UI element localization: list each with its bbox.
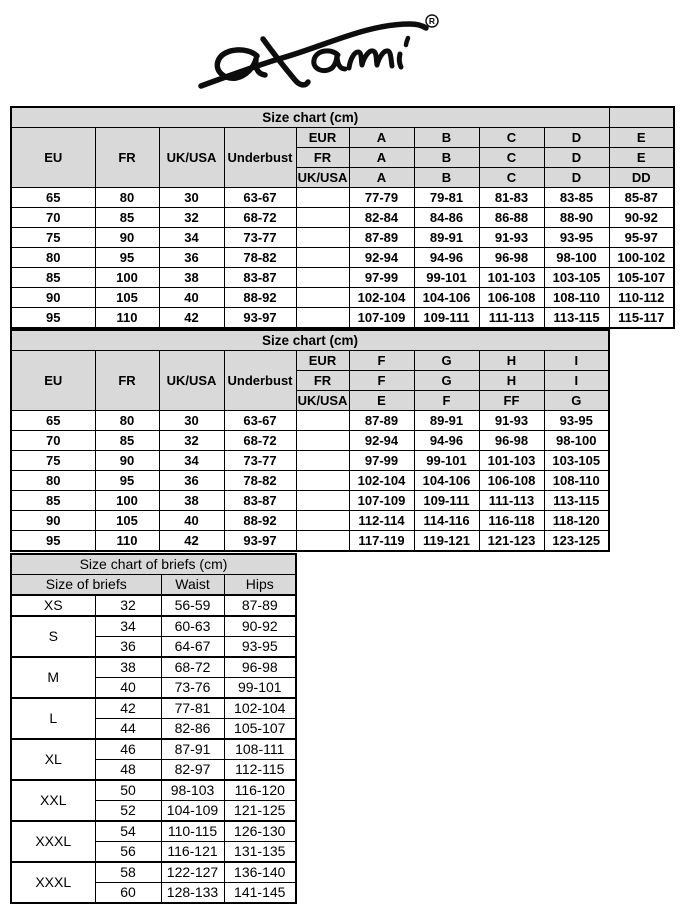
fr-size-cell: 110	[95, 308, 159, 329]
underbust-cell: 78-82	[224, 248, 296, 268]
cup-size-header: C	[479, 128, 544, 148]
uk-usa-size-cell: 34	[159, 451, 224, 471]
uk-usa-size-cell: 42	[159, 531, 224, 552]
waist-range-cell: 98-103	[161, 780, 224, 801]
cup-size-header: D	[544, 148, 609, 168]
spacer-cell	[296, 491, 349, 511]
fr-size-cell: 95	[95, 248, 159, 268]
number-size-cell: 52	[95, 801, 161, 822]
column-header: FR	[95, 128, 159, 188]
number-size-cell: 34	[95, 616, 161, 637]
briefs-size-label: XXXL	[11, 821, 95, 862]
waist-range-cell: 122-127	[161, 862, 224, 883]
uk-usa-size-cell: 30	[159, 188, 224, 208]
waist-range-cell: 87-91	[161, 739, 224, 760]
empty-header-cell	[609, 107, 674, 128]
size-row	[11, 531, 609, 552]
cup-header-row	[11, 351, 609, 371]
cup-size-header: E	[609, 148, 674, 168]
region-label: UK/USA	[296, 168, 349, 188]
table-title: Size chart (cm)	[11, 330, 609, 351]
cup-size-header: E	[609, 128, 674, 148]
bust-range-cell: 91-93	[479, 411, 544, 431]
waist-range-cell: 56-59	[161, 595, 224, 616]
number-size-cell: 56	[95, 842, 161, 863]
briefs-size-label: M	[11, 657, 95, 698]
waist-range-cell: 116-121	[161, 842, 224, 863]
bust-range-cell: 118-120	[544, 511, 609, 531]
hips-range-cell: 141-145	[224, 883, 296, 904]
bust-range-cell: 103-105	[544, 451, 609, 471]
fr-size-cell: 105	[95, 288, 159, 308]
table-title-row	[11, 107, 674, 128]
briefs-size-row	[11, 595, 296, 616]
hips-range-cell: 112-115	[224, 760, 296, 781]
bust-range-cell: 113-115	[544, 491, 609, 511]
cup-size-header: G	[414, 351, 479, 371]
bust-range-cell: 108-110	[544, 471, 609, 491]
fr-size-cell: 95	[95, 471, 159, 491]
hips-range-cell: 121-125	[224, 801, 296, 822]
spacer-cell	[296, 288, 349, 308]
eu-size-cell: 75	[11, 228, 95, 248]
size-row	[11, 208, 674, 228]
bust-range-cell: 79-81	[414, 188, 479, 208]
fr-size-cell: 105	[95, 511, 159, 531]
bust-range-cell: 104-106	[414, 288, 479, 308]
underbust-cell: 73-77	[224, 228, 296, 248]
region-label: FR	[296, 148, 349, 168]
waist-range-cell: 60-63	[161, 616, 224, 637]
region-label: EUR	[296, 128, 349, 148]
bust-range-cell: 91-93	[479, 228, 544, 248]
underbust-cell: 93-97	[224, 308, 296, 329]
cup-size-header: FF	[479, 391, 544, 411]
underbust-cell: 88-92	[224, 511, 296, 531]
bust-range-cell: 96-98	[479, 431, 544, 451]
fr-size-cell: 80	[95, 411, 159, 431]
size-row	[11, 431, 609, 451]
hips-range-cell: 131-135	[224, 842, 296, 863]
spacer-cell	[296, 411, 349, 431]
underbust-cell: 68-72	[224, 431, 296, 451]
hips-range-cell: 96-98	[224, 657, 296, 678]
eu-size-cell: 65	[11, 188, 95, 208]
underbust-cell: 83-87	[224, 268, 296, 288]
uk-usa-size-cell: 30	[159, 411, 224, 431]
hips-range-cell: 87-89	[224, 595, 296, 616]
fr-size-cell: 100	[95, 491, 159, 511]
bust-range-cell: 77-79	[349, 188, 414, 208]
hips-range-cell: 126-130	[224, 821, 296, 842]
underbust-cell: 63-67	[224, 411, 296, 431]
briefs-size-row	[11, 698, 296, 719]
bust-range-cell: 88-90	[544, 208, 609, 228]
number-size-cell: 36	[95, 637, 161, 658]
hips-range-cell: 108-111	[224, 739, 296, 760]
cup-size-header: A	[349, 168, 414, 188]
number-size-cell: 60	[95, 883, 161, 904]
briefs-size-row	[11, 657, 296, 678]
eu-size-cell: 65	[11, 411, 95, 431]
bust-range-cell: 99-101	[414, 268, 479, 288]
number-size-cell: 54	[95, 821, 161, 842]
cup-size-header: C	[479, 148, 544, 168]
cup-header-row	[11, 128, 674, 148]
waist-range-cell: 110-115	[161, 821, 224, 842]
size-row	[11, 248, 674, 268]
eu-size-cell: 95	[11, 308, 95, 329]
bust-range-cell: 98-100	[544, 248, 609, 268]
size-row	[11, 411, 609, 431]
number-size-cell: 48	[95, 760, 161, 781]
waist-range-cell: 77-81	[161, 698, 224, 719]
cup-size-header: D	[544, 128, 609, 148]
bust-range-cell: 108-110	[544, 288, 609, 308]
bust-range-cell: 116-118	[479, 511, 544, 531]
hips-header: Hips	[224, 575, 296, 596]
bust-range-cell: 119-121	[414, 531, 479, 552]
briefs-size-row	[11, 780, 296, 801]
bust-range-cell: 92-94	[349, 248, 414, 268]
axami-logo	[185, 8, 445, 100]
column-header: EU	[11, 128, 95, 188]
cup-size-header: B	[414, 148, 479, 168]
column-header: FR	[95, 351, 159, 411]
eu-size-cell: 90	[11, 511, 95, 531]
size-row	[11, 188, 674, 208]
bust-range-cell: 102-104	[349, 288, 414, 308]
bust-range-cell: 86-88	[479, 208, 544, 228]
number-size-cell: 50	[95, 780, 161, 801]
size-row	[11, 471, 609, 491]
underbust-cell: 63-67	[224, 188, 296, 208]
hips-range-cell: 99-101	[224, 678, 296, 699]
cup-size-header: A	[349, 128, 414, 148]
table-title: Size chart (cm)	[11, 107, 609, 128]
bust-range-cell: 112-114	[349, 511, 414, 531]
bust-range-cell: 94-96	[414, 431, 479, 451]
spacer-cell	[296, 451, 349, 471]
underbust-cell: 73-77	[224, 451, 296, 471]
bust-range-cell: 90-92	[609, 208, 674, 228]
table-title: Size chart of briefs (cm)	[11, 554, 296, 575]
uk-usa-size-cell: 36	[159, 471, 224, 491]
bust-range-cell: 101-103	[479, 451, 544, 471]
table-title-row	[11, 330, 609, 351]
size-of-briefs-header: Size of briefs	[11, 575, 161, 596]
waist-range-cell: 73-76	[161, 678, 224, 699]
spacer-cell	[296, 471, 349, 491]
cup-size-header: B	[414, 128, 479, 148]
axami-logo-drawing	[185, 8, 445, 100]
uk-usa-size-cell: 36	[159, 248, 224, 268]
bust-range-cell: 87-89	[349, 228, 414, 248]
uk-usa-size-cell: 40	[159, 511, 224, 531]
uk-usa-size-cell: 32	[159, 431, 224, 451]
region-label: FR	[296, 371, 349, 391]
cup-size-header: H	[479, 351, 544, 371]
cup-size-header: F	[349, 351, 414, 371]
eu-size-cell: 85	[11, 491, 95, 511]
region-label: UK/USA	[296, 391, 349, 411]
bust-range-cell: 101-103	[479, 268, 544, 288]
cup-size-header: G	[544, 391, 609, 411]
uk-usa-size-cell: 38	[159, 268, 224, 288]
eu-size-cell: 70	[11, 208, 95, 228]
registered-text	[185, 100, 186, 101]
briefs-size-label: XXL	[11, 780, 95, 821]
number-size-cell: 44	[95, 719, 161, 740]
hips-range-cell: 136-140	[224, 862, 296, 883]
bust-range-cell: 111-113	[479, 308, 544, 329]
bust-range-cell: 103-105	[544, 268, 609, 288]
bust-range-cell: 94-96	[414, 248, 479, 268]
briefs-size-label: XL	[11, 739, 95, 780]
cup-size-header: I	[544, 371, 609, 391]
number-size-cell: 42	[95, 698, 161, 719]
hips-range-cell: 102-104	[224, 698, 296, 719]
number-size-cell: 40	[95, 678, 161, 699]
fr-size-cell: 110	[95, 531, 159, 552]
cup-size-header: F	[414, 391, 479, 411]
bust-range-cell: 89-91	[414, 411, 479, 431]
number-size-cell: 58	[95, 862, 161, 883]
bust-range-cell: 97-99	[349, 451, 414, 471]
briefs-size-row	[11, 616, 296, 637]
cup-size-header: B	[414, 168, 479, 188]
spacer-cell	[296, 248, 349, 268]
bust-range-cell: 92-94	[349, 431, 414, 451]
bust-range-cell: 89-91	[414, 228, 479, 248]
hips-range-cell: 116-120	[224, 780, 296, 801]
hips-range-cell: 90-92	[224, 616, 296, 637]
spacer-cell	[296, 431, 349, 451]
number-size-cell: 32	[95, 595, 161, 616]
size-row	[11, 228, 674, 248]
spacer-cell	[296, 228, 349, 248]
bust-range-cell: 81-83	[479, 188, 544, 208]
bust-range-cell: 109-111	[414, 491, 479, 511]
briefs-size-row	[11, 862, 296, 883]
uk-usa-size-cell: 38	[159, 491, 224, 511]
bust-range-cell: 95-97	[609, 228, 674, 248]
spacer-cell	[296, 208, 349, 228]
bust-range-cell: 121-123	[479, 531, 544, 552]
spacer-cell	[296, 268, 349, 288]
briefs-size-label: L	[11, 698, 95, 739]
fr-size-cell: 80	[95, 188, 159, 208]
bust-range-cell: 96-98	[479, 248, 544, 268]
bust-range-cell: 97-99	[349, 268, 414, 288]
cup-size-header: G	[414, 371, 479, 391]
bust-range-cell: 109-111	[414, 308, 479, 329]
spacer-cell	[296, 308, 349, 329]
eu-size-cell: 75	[11, 451, 95, 471]
cup-size-header: F	[349, 371, 414, 391]
bust-range-cell: 100-102	[609, 248, 674, 268]
spacer-cell	[296, 188, 349, 208]
waist-range-cell: 128-133	[161, 883, 224, 904]
bust-range-cell: 98-100	[544, 431, 609, 451]
bust-range-cell: 113-115	[544, 308, 609, 329]
fr-size-cell: 90	[95, 451, 159, 471]
briefs-size-chart	[10, 553, 297, 904]
waist-range-cell: 68-72	[161, 657, 224, 678]
fr-size-cell: 90	[95, 228, 159, 248]
spacer-cell	[296, 511, 349, 531]
bust-range-cell: 110-112	[609, 288, 674, 308]
number-size-cell: 38	[95, 657, 161, 678]
size-row	[11, 308, 674, 329]
fr-size-cell: 85	[95, 431, 159, 451]
bust-range-cell: 117-119	[349, 531, 414, 552]
waist-range-cell: 82-86	[161, 719, 224, 740]
size-row	[11, 491, 609, 511]
hips-range-cell: 93-95	[224, 637, 296, 658]
bust-range-cell: 82-84	[349, 208, 414, 228]
bust-range-cell: 115-117	[609, 308, 674, 329]
briefs-size-label: XS	[11, 595, 95, 616]
column-header: Underbust	[224, 351, 296, 411]
waist-range-cell: 64-67	[161, 637, 224, 658]
bust-range-cell: 111-113	[479, 491, 544, 511]
bust-range-cell: 106-108	[479, 288, 544, 308]
hips-range-cell: 105-107	[224, 719, 296, 740]
region-label: EUR	[296, 351, 349, 371]
eu-size-cell: 80	[11, 248, 95, 268]
bust-range-cell: 114-116	[414, 511, 479, 531]
size-row	[11, 268, 674, 288]
underbust-cell: 83-87	[224, 491, 296, 511]
fr-size-cell: 85	[95, 208, 159, 228]
eu-size-cell: 70	[11, 431, 95, 451]
uk-usa-size-cell: 32	[159, 208, 224, 228]
header-row	[11, 575, 296, 596]
bust-range-cell: 93-95	[544, 411, 609, 431]
bust-range-cell: 107-109	[349, 491, 414, 511]
column-header: UK/USA	[159, 128, 224, 188]
eu-size-cell: 90	[11, 288, 95, 308]
bust-range-cell: 84-86	[414, 208, 479, 228]
column-header: EU	[11, 351, 95, 411]
column-header: Underbust	[224, 128, 296, 188]
fr-size-cell: 100	[95, 268, 159, 288]
eu-size-cell: 85	[11, 268, 95, 288]
cup-size-header: C	[479, 168, 544, 188]
underbust-cell: 93-97	[224, 531, 296, 552]
briefs-size-label: XXXL	[11, 862, 95, 903]
cup-size-header: A	[349, 148, 414, 168]
spacer-cell	[296, 531, 349, 552]
bust-range-cell: 87-89	[349, 411, 414, 431]
column-header: UK/USA	[159, 351, 224, 411]
number-size-cell: 46	[95, 739, 161, 760]
size-row	[11, 288, 674, 308]
size-row	[11, 511, 609, 531]
cup-size-header: I	[544, 351, 609, 371]
uk-usa-size-cell: 34	[159, 228, 224, 248]
underbust-cell: 88-92	[224, 288, 296, 308]
bust-range-cell: 93-95	[544, 228, 609, 248]
waist-range-cell: 82-97	[161, 760, 224, 781]
bust-range-cell: 105-107	[609, 268, 674, 288]
bust-range-cell: 107-109	[349, 308, 414, 329]
waist-header: Waist	[161, 575, 224, 596]
bust-range-cell: 85-87	[609, 188, 674, 208]
eu-size-cell: 80	[11, 471, 95, 491]
eu-size-cell: 95	[11, 531, 95, 552]
uk-usa-size-cell: 42	[159, 308, 224, 329]
briefs-size-row	[11, 739, 296, 760]
waist-range-cell: 104-109	[161, 801, 224, 822]
table-title-row	[11, 554, 296, 575]
svg-text:R: R	[428, 16, 436, 27]
bust-range-cell: 104-106	[414, 471, 479, 491]
cup-size-header: H	[479, 371, 544, 391]
bust-range-cell: 99-101	[414, 451, 479, 471]
size-row	[11, 451, 609, 471]
bust-range-cell: 83-85	[544, 188, 609, 208]
bra-size-chart-cups-f-i	[10, 329, 610, 552]
underbust-cell: 68-72	[224, 208, 296, 228]
uk-usa-size-cell: 40	[159, 288, 224, 308]
briefs-size-row	[11, 821, 296, 842]
bust-range-cell: 123-125	[544, 531, 609, 552]
cup-size-header: E	[349, 391, 414, 411]
bust-range-cell: 106-108	[479, 471, 544, 491]
bra-size-chart-cups-a-e	[10, 106, 675, 329]
underbust-cell: 78-82	[224, 471, 296, 491]
cup-size-header: D	[544, 168, 609, 188]
briefs-size-label: S	[11, 616, 95, 657]
cup-size-header: DD	[609, 168, 674, 188]
bust-range-cell: 102-104	[349, 471, 414, 491]
